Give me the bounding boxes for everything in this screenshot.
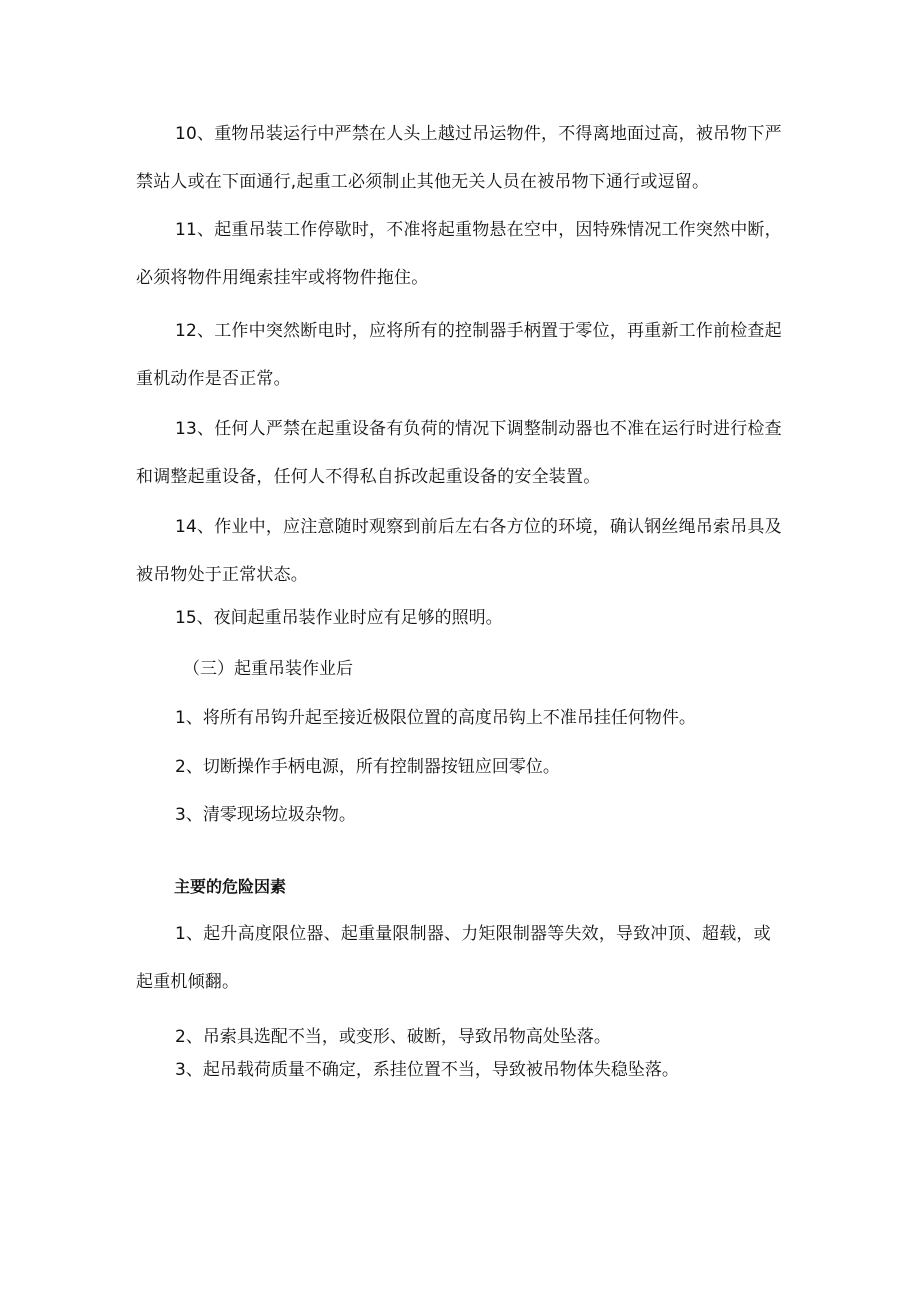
hazards-heading: 主要的危险因素 <box>174 877 287 896</box>
list-item-12: 12、工作中突然断电时，应将所有的控制器手柄置于零位，再重新工作前检查起重机动作是否正常。 <box>136 321 782 389</box>
list-item-11: 11、起重吊装工作停歇时，不准将起重物悬在空中，因特殊情况工作突然中断，必须将物件用绳索挂牢或将物件拖住。 <box>136 220 782 288</box>
hazard-item-1: 1、起升高度限位器、起重量限制器、力矩限制器等失效，导致冲顶、超载，或起重机倾翻。 <box>136 924 771 992</box>
after-item-3: 3、清零现场垃圾杂物。 <box>175 805 356 825</box>
list-item-15: 15、夜间起重吊装作业时应有足够的照明。 <box>175 608 503 628</box>
after-item-1: 1、将所有吊钩升起至接近极限位置的高度吊钩上不准吊挂任何物件。 <box>175 708 696 728</box>
list-item-13: 13、任何人严禁在起重设备有负荷的情况下调整制动器也不准在运行时进行检查和调整起重设备，任何人不得私自拆改起重设备的安全装置。 <box>136 419 782 487</box>
hazard-item-2: 2、吊索具选配不当，或变形、破断，导致吊物高处坠落。 <box>175 1027 611 1047</box>
list-item-10: 10、重物吊装运行中严禁在人头上越过吊运物件，不得离地面过高，被吊物下严禁站人或在下面通行,起重工必须制止其他无关人员在被吊物下通行或逗留。 <box>136 124 782 192</box>
hazard-item-3: 3、起吊载荷质量不确定，系挂位置不当，导致被吊物体失稳坠落。 <box>175 1060 679 1080</box>
list-item-14: 14、作业中，应注意随时观察到前后左右各方位的环境，确认钢丝绳吊索吊具及被吊物处于正常状态。 <box>136 517 782 585</box>
after-item-2: 2、切断操作手柄电源，所有控制器按钮应回零位。 <box>175 757 560 777</box>
section-title-after-lifting: （三）起重吊装作业后 <box>183 659 353 679</box>
